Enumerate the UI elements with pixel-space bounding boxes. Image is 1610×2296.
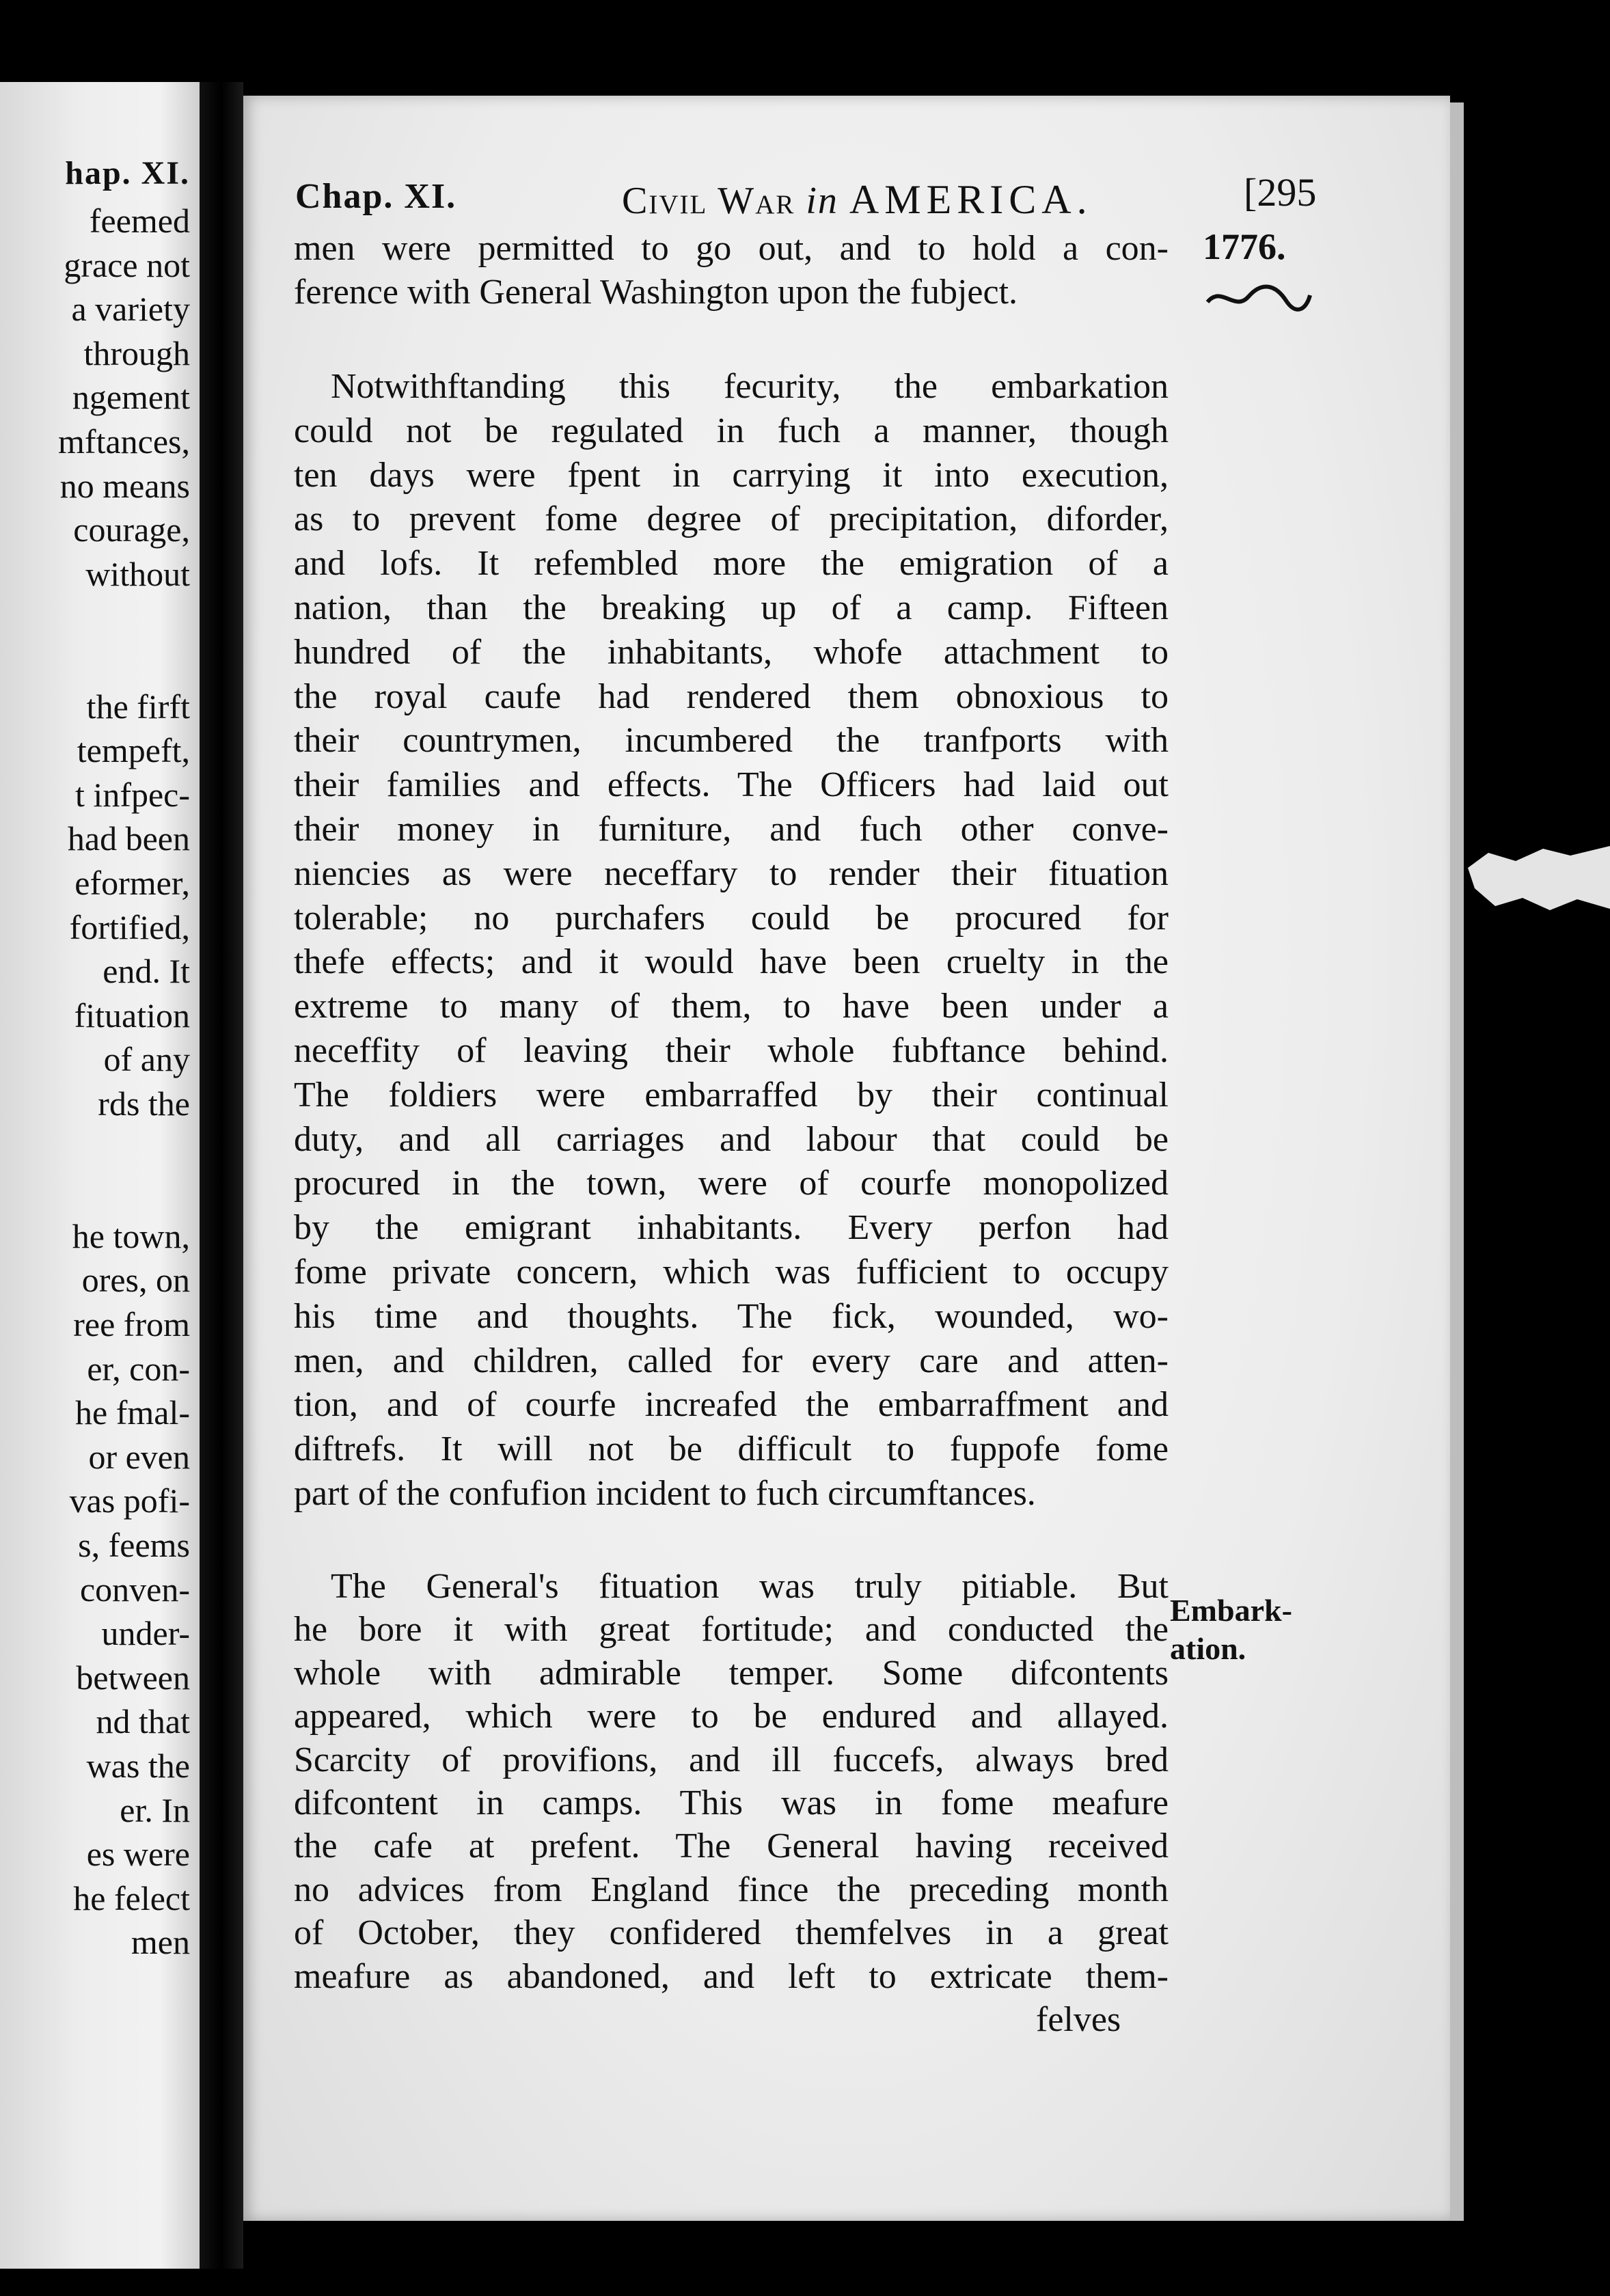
previous-page-line: tempeft, bbox=[77, 731, 190, 770]
previous-page-line: men bbox=[131, 1923, 190, 1962]
previous-page-fragment bbox=[0, 82, 200, 2269]
previous-page-line: under- bbox=[101, 1614, 190, 1653]
text-line: The foldiers were embarraffed by their continual bbox=[294, 1075, 1169, 1115]
text-line: their families and effects. The Officers had laid out bbox=[294, 765, 1169, 805]
previous-page-line: mftances, bbox=[58, 422, 190, 461]
text-line: his time and thoughts. The fick, wounded, wo- bbox=[294, 1296, 1169, 1336]
text-line: the cafe at prefent. The General having received bbox=[294, 1827, 1169, 1866]
text-line: tolerable; no purchafers could be procured for bbox=[294, 898, 1169, 938]
text-line: men, and children, called for every care and atten- bbox=[294, 1341, 1169, 1380]
text-line: diftrefs. It will not be difficult to fuppofe fome bbox=[294, 1430, 1169, 1469]
previous-page-line: conven- bbox=[79, 1570, 190, 1609]
text-line: Scarcity of provifions, and ill fuccefs, always bred bbox=[294, 1740, 1169, 1779]
text-line: nation, than the breaking up of a camp. Fifteen bbox=[294, 588, 1169, 627]
previous-page-line: fituation bbox=[74, 996, 190, 1035]
previous-page-line: he town, bbox=[72, 1216, 190, 1255]
text-line: procured in the town, were of courfe monopolized bbox=[294, 1164, 1169, 1203]
previous-page-line: es were bbox=[86, 1835, 190, 1874]
text-line: the royal caufe had rendered them obnoxious to bbox=[294, 676, 1169, 716]
text-line: The General's fituation was truly pitiable. But bbox=[331, 1567, 1169, 1606]
text-line: tion, and of courfe increafed the embarraffment and bbox=[294, 1385, 1169, 1425]
previous-page-line: no means bbox=[59, 466, 190, 505]
previous-page-line: er. In bbox=[120, 1790, 190, 1829]
margin-year: 1776. bbox=[1203, 226, 1286, 267]
previous-page-line: rds the bbox=[98, 1084, 190, 1123]
text-line: their countrymen, incumbered the tranfports with bbox=[294, 721, 1169, 761]
text-line: extreme to many of them, to have been under a bbox=[294, 987, 1169, 1026]
running-title-prefix: Civil War bbox=[622, 180, 795, 222]
previous-page-header: hap. XI. bbox=[65, 155, 190, 191]
previous-page-line: fortified, bbox=[69, 907, 190, 946]
text-line: thefe effects; and it would have been cruelty in the bbox=[294, 942, 1169, 982]
previous-page-line: feemed bbox=[89, 202, 190, 240]
previous-page-line: courage, bbox=[73, 510, 190, 549]
previous-page-line: ores, on bbox=[81, 1261, 190, 1300]
running-title bbox=[622, 176, 1093, 223]
text-line: no advices from England fince the preceding month bbox=[294, 1870, 1169, 1909]
text-line: appeared, which were to be endured and allayed. bbox=[294, 1697, 1169, 1736]
previous-page-line: of any bbox=[103, 1040, 190, 1079]
margin-note-line-1: Embark- bbox=[1170, 1593, 1292, 1628]
torn-paper-scrap bbox=[1468, 840, 1610, 916]
previous-page-line: ngement bbox=[72, 378, 190, 417]
text-line: fome private concern, which was fufficient to occupy bbox=[294, 1253, 1169, 1292]
chapter-heading: Chap. XI. bbox=[295, 177, 457, 216]
previous-page-line: nd that bbox=[96, 1702, 190, 1741]
text-line: meafure as abandoned, and left to extricate them- bbox=[294, 1956, 1169, 1996]
previous-page-line: t infpec- bbox=[75, 775, 190, 814]
text-line: men were permitted to go out, and to hold a con- bbox=[294, 229, 1169, 268]
previous-page-line: the firft bbox=[86, 687, 190, 726]
previous-page-line: vas pofi- bbox=[69, 1481, 190, 1520]
text-line: as to prevent fome degree of precipitation, diforder, bbox=[294, 500, 1169, 539]
running-title-country: AMERICA. bbox=[849, 177, 1093, 222]
previous-page-line: grace not bbox=[64, 245, 190, 284]
text-line: he bore it with great fortitude; and conducted the bbox=[294, 1610, 1169, 1650]
page-number: [295 bbox=[1244, 170, 1317, 215]
text-line: neceffity of leaving their whole fubftance behind. bbox=[294, 1031, 1169, 1070]
previous-page-line: without bbox=[85, 554, 190, 593]
previous-page-line: had been bbox=[67, 819, 190, 858]
previous-page-line: ree from bbox=[73, 1305, 190, 1343]
margin-note-line-2: ation. bbox=[1170, 1631, 1246, 1666]
previous-page-line: he felect bbox=[73, 1878, 190, 1917]
text-line: difcontent in camps. This was in fome meafure bbox=[294, 1784, 1169, 1822]
flourish-ornament bbox=[1204, 282, 1313, 314]
text-line: niencies as were neceffary to render their fituation bbox=[294, 853, 1169, 893]
book-gutter bbox=[200, 82, 243, 2269]
previous-page-line: eformer, bbox=[74, 864, 190, 902]
page-edge bbox=[1450, 102, 1464, 2221]
previous-page-line: s, feems bbox=[78, 1526, 190, 1564]
text-line: ference with General Washington upon the fubject. bbox=[294, 273, 1018, 312]
previous-page-line: er, con- bbox=[87, 1349, 190, 1388]
text-line: their money in furniture, and fuch other conve- bbox=[294, 810, 1169, 849]
text-line: part of the confufion incident to fuch circumftances. bbox=[294, 1474, 1036, 1513]
text-line: of October, they confidered themfelves in a great bbox=[294, 1913, 1169, 1953]
text-line: Notwithftanding this fecurity, the embarkation bbox=[331, 367, 1169, 406]
text-line: hundred of the inhabitants, whofe attachment to bbox=[294, 632, 1169, 672]
text-line: whole with admirable temper. Some difcontents bbox=[294, 1653, 1169, 1693]
previous-page-line: a variety bbox=[71, 290, 190, 329]
text-line: duty, and all carriages and labour that could be bbox=[294, 1119, 1169, 1159]
previous-page-line: through bbox=[83, 333, 190, 372]
text-line: felves bbox=[1036, 2000, 1121, 2039]
previous-page-line: between bbox=[76, 1658, 190, 1697]
previous-page-line: or even bbox=[88, 1437, 190, 1476]
running-title-in: in bbox=[806, 180, 838, 222]
text-line: and lofs. It refembled more the emigration of a bbox=[294, 544, 1169, 584]
previous-page-line: was the bbox=[86, 1747, 190, 1785]
text-line: ten days were fpent in carrying it into execution, bbox=[294, 455, 1169, 495]
text-line: could not be regulated in fuch a manner, though bbox=[294, 411, 1169, 450]
previous-page-line: end. It bbox=[103, 952, 190, 991]
previous-page-line: he fmal- bbox=[75, 1393, 190, 1432]
text-line: by the emigrant inhabitants. Every perfon had bbox=[294, 1208, 1169, 1248]
